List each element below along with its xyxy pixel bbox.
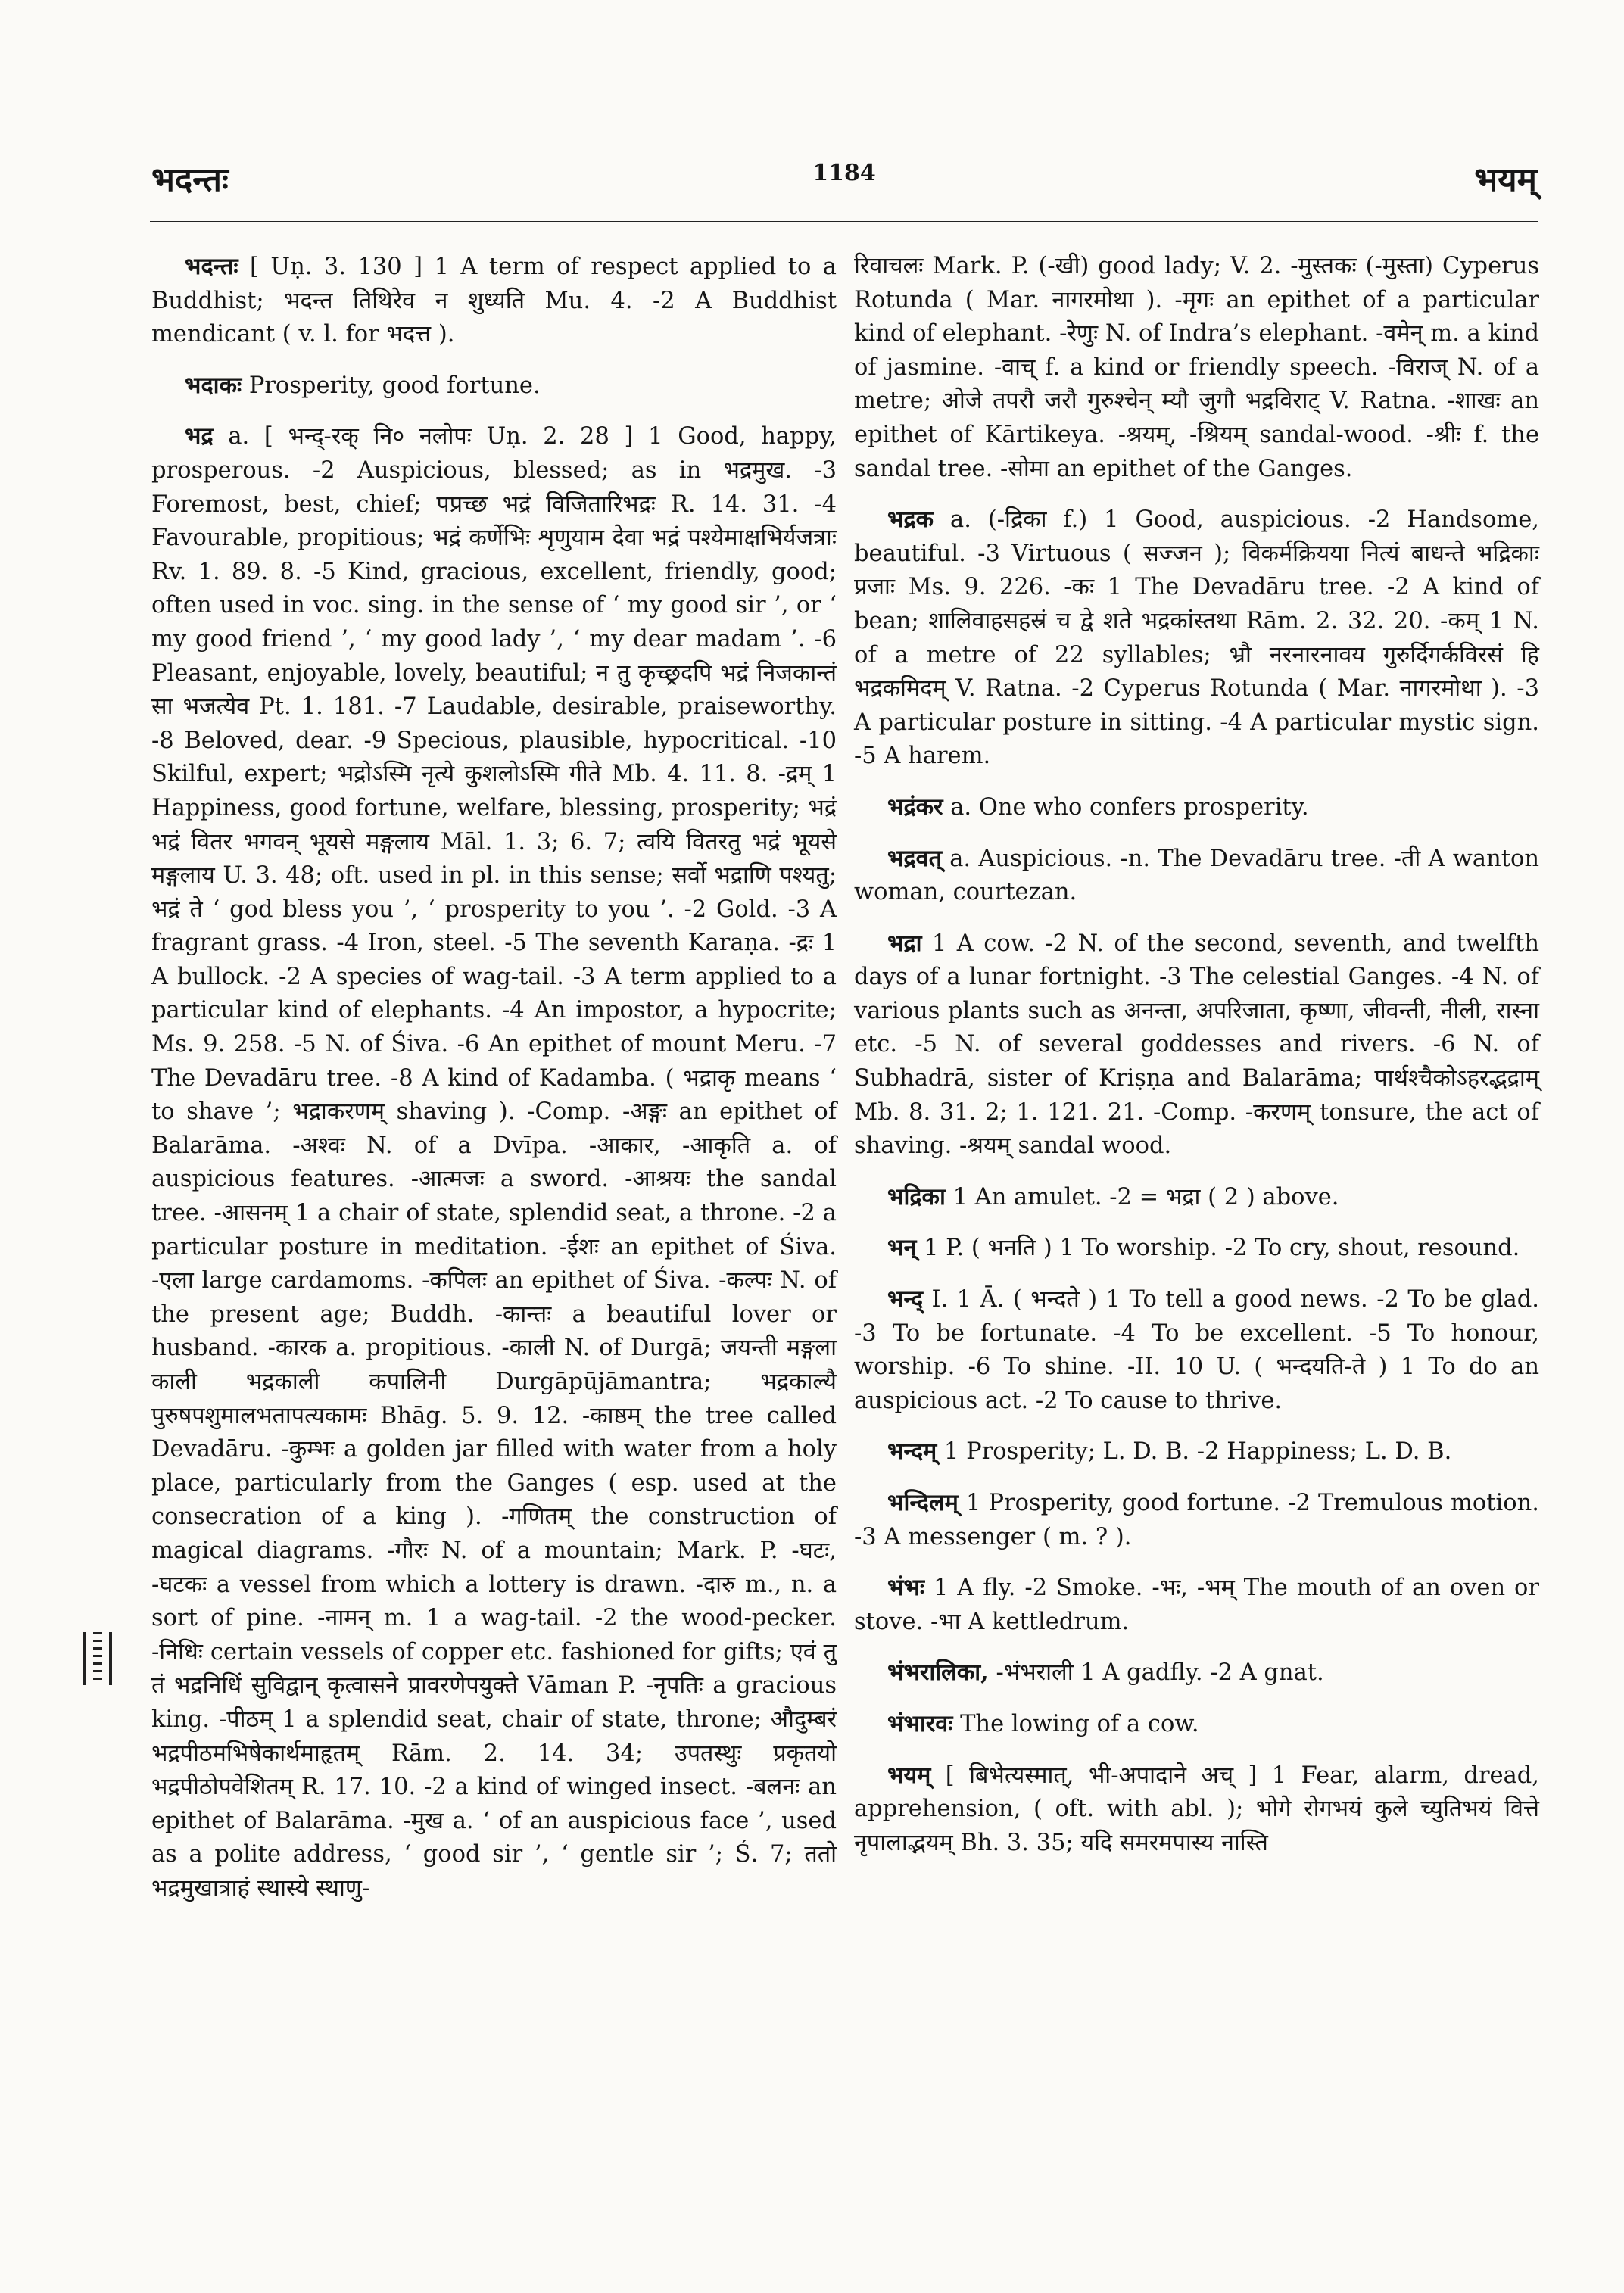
headword: भदन्तः xyxy=(185,253,238,280)
page-header xyxy=(151,155,1537,201)
headword: भद्रिका xyxy=(887,1182,946,1210)
entry-bhadramkara: भद्रंकर a. One who confers prosperity. xyxy=(887,793,1309,821)
headword: भद्रक xyxy=(887,506,934,534)
headword: भन् xyxy=(887,1234,917,1262)
entry-bhadravat: भद्रवत् a. Auspicious. -n. The Devadāru tree. -ती A wanton woman, courtezan. xyxy=(854,844,1539,906)
headword: भद्रवत् xyxy=(887,844,942,872)
entry-bhadra-continued: रिवाचलः Mark. P. (-खी) good lady; V. 2. -मुस्तकः (-मुस्ता) Cyperus Rotunda ( Mar. नागरमोथा ). -मृगः an epithet of a particular kind of elephant. -रेणुः N. of Indra’s elephant. -वमेन् m. a kind of jasmine. -वाच् f. a kind or friendly speech. -विराज् N. of a metre; ओजे तपरौ जरौ गुरुश्चेन् म्यौ जुगौ भद्रविराट् V. Ratna. -शाखः an epithet of Kārtikeya. -श्रयम्, -श्रियम् sandal-wood. -श्रीः f. the sandal tree. -सोमा an epithet of the Ganges. xyxy=(854,253,1539,482)
entry-bhandilam: भन्दिलम् 1 Prosperity, good fortune. -2 Tremulous motion. -3 A messenger ( m. ? ). xyxy=(854,1489,1539,1550)
headword: भंभः xyxy=(887,1574,925,1602)
right-running-headword: भयम् xyxy=(1474,160,1537,199)
entry-bhadrika: भद्रिका 1 An amulet. -2 = भद्रा ( 2 ) above. xyxy=(887,1182,1339,1210)
entry-bhambharavah: भंभारवः The lowing of a cow. xyxy=(887,1709,1199,1737)
entry-bhandam: भन्दम् 1 Prosperity; L. D. B. -2 Happiness; L. D. B. xyxy=(887,1438,1452,1466)
header-rule xyxy=(150,221,1538,226)
left-column xyxy=(151,250,837,1906)
headword: भद्रंकर xyxy=(887,793,943,821)
entry-bhadantah: भदन्तः [ Uṇ. 3. 130 ] 1 A term of respect applied to a Buddhist; भदन्त तिथिरेव न शुध्यति Mu. 4. -2 A Buddhist mendicant ( v. l. for भदत्त ). xyxy=(151,253,837,348)
left-running-headword: भदन्तः xyxy=(151,160,229,199)
entry-bhand: भन्द् I. 1 Ā. ( भन्दते ) 1 To tell a good news. -2 To be glad. -3 To be fortunate. -4 To be excellent. -5 To honour, worship. -6 To shine. -II. 10 U. ( भन्दयति-ते ) 1 To do an auspicious act. -2 To cause to thrive. xyxy=(854,1285,1539,1414)
headword: भन्दिलम् xyxy=(887,1489,959,1516)
right-column xyxy=(854,250,1539,1860)
entry-bhadakah: भदाकः Prosperity, good fortune. xyxy=(185,371,541,399)
headword: भन्दम् xyxy=(887,1438,937,1466)
entry-bhadraka: भद्रक a. (-द्रिका f.) 1 Good, auspicious. -2 Handsome, beautiful. -3 Virtuous ( सज्जन ); विकर्मक्रियया नित्यं बाधन्ते भद्रिकाः प्रजाः Ms. 9. 226. -कः 1 The Devadāru tree. -2 A kind of bean; शालिवाहसहस्रं च द्वे शते भद्रकांस्तथा Rām. 2. 32. 20. -कम् 1 N. of a metre of 22 syllables; भ्रौ नरनारनावय गुरुर्दिगर्कविरसं हि भद्रकमिदम् V. Ratna. -2 Cyperus Rotunda ( Mar. नागरमोथा ). -3 A particular posture in sitting. -4 A particular mystic sign. -5 A harem. xyxy=(854,506,1539,770)
headword: भन्द् xyxy=(887,1285,924,1313)
headword: भद्र xyxy=(185,422,214,450)
headword: भयम् xyxy=(887,1761,931,1789)
headword: भंभरालिका, xyxy=(887,1659,989,1687)
headword: भद्रा xyxy=(887,929,922,957)
entry-bhan: भन् 1 P. ( भनति ) 1 To worship. -2 To cry, shout, resound. xyxy=(887,1234,1520,1262)
entry-bhayam: भयम् [ बिभेत्यस्मात्, भी-अपादाने अच् ] 1 Fear, alarm, dread, apprehension, ( oft. with abl. ); भोगे रोगभयं कुले च्युतिभयं वित्ते नृपालाद्भयम् Bh. 3. 35; यदि समरमपास्य नास्ति xyxy=(854,1761,1539,1856)
headword: भदाकः xyxy=(185,371,242,399)
entry-bhadra-feminine: भद्रा 1 A cow. -2 N. of the second, seventh, and twelfth days of a lunar fortnight. -3 The celestial Ganges. -4 N. of various plants such as अनन्ता, अपरिजाता, कृष्णा, जीवन्ती, नीली, रास्ना etc. -5 N. of several goddesses and rivers. -6 N. of Subhadrā, sister of Kriṣṇa and Balarāma; पार्थश्चैकोऽहरद्भद्राम् Mb. 8. 31. 2; 1. 121. 21. -Comp. -करणम् tonsure, the act of shaving. -श्रयम् sandal wood. xyxy=(854,929,1539,1160)
entry-bhambharalika: भंभरालिका, -भंभराली 1 A gadfly. -2 A gnat. xyxy=(887,1659,1324,1687)
entry-bhambhah: भंभः 1 A fly. -2 Smoke. -भः, -भम् The mouth of an oven or stove. -भा A kettledrum. xyxy=(854,1574,1539,1635)
headword: भंभारवः xyxy=(887,1709,953,1737)
page-number: 1184 xyxy=(812,160,876,186)
entry-bhadra: भद्र a. [ भन्द्-रक् नि० नलोपः Uṇ. 2. 28 ] 1 Good, happy, prosperous. -2 Auspicious, blessed; as in भद्रमुख. -3 Foremost, best, chief; पप्रच्छ भद्रं विजितारिभद्रः R. 14. 31. -4 Favourable, propitious; भद्रं कर्णेभिः शृणुयाम देवा भद्रं पश्येमाक्षभिर्यजत्राः Rv. 1. 89. 8. -5 Kind, gracious, excellent, friendly, good; often used in voc. sing. in the sense of ‘ my good sir ’, or ‘ my good friend ’, ‘ my good lady ’, ‘ my dear madam ’. -6 Pleasant, enjoyable, lovely, beautiful; न तु कृच्छ्रदपि भद्रं निजकान्तं सा भजत्येव Pt. 1. 181. -7 Laudable, desirable, praiseworthy. -8 Beloved, dear. -9 Specious, plausible, hypocritical. -10 Skilful, expert; भद्रोऽस्मि नृत्ये कुशलोऽस्मि गीते Mb. 4. 11. 8. -द्रम् 1 Happiness, good fortune, welfare, blessing, prosperity; भद्रं भद्रं वितर भगवन् भूयसे मङ्गलाय Māl. 1. 3; 6. 7; त्वयि वितरतु भद्रं भूयसे मङ्गलाय U. 3. 48; oft. used in pl. in this sense; सर्वो भद्राणि पश्यतु; भद्रं ते ‘ god bless you ’, ‘ prosperity to you ’. -2 Gold. -3 A fragrant grass. -4 Iron, steel. -5 The seventh Karaṇa. -द्रः 1 A bullock. -2 A species of wag-tail. -3 A term applied to a particular kind of elephants. -4 An impostor, a hypocrite; Ms. 9. 258. -5 N. of Śiva. -6 An epithet of mount Meru. -7 The Devadāru tree. -8 A kind of Kadamba. ( भद्राकृ means ‘ to shave ’; भद्राकरणम् shaving ). -Comp. -अङ्गः an epithet of Balarāma. -अश्वः N. of a Dvīpa. -आकार, -आकृति a. of auspicious features. -आत्मजः a sword. -आश्रयः the sandal tree. -आसनम् 1 a chair of state, splendid seat, a throne. -2 a particular posture in meditation. -ईशः an epithet of Śiva. -एला large cardamoms. -कपिलः an epithet of Śiva. -कल्पः N. of the present age; Buddh. -कान्तः a beautiful lover or husband. -कारक a. propitious. -काली N. of Durgā; जयन्ती मङ्गला काली भद्रकाली कपालिनी Durgāpūjāmantra; भद्रकाल्यै पुरुषपशुमालभतापत्यकामः Bhāg. 5. 9. 12. -काष्ठम् the tree called Devadāru. -कुम्भः a golden jar filled with water from a holy place, particularly from the Ganges ( esp. used at the consecration of a king ). -गणितम् the construction of magical diagrams. -गौरः N. of a mountain; Mark. P. -घटः, -घटकः a vessel from which a lottery is drawn. -दारु m., n. a sort of pine. -नामन् m. 1 a wag-tail. -2 the wood-pecker. -निधिः certain vessels of copper etc. fashioned for gifts; एवं तु तं भद्रनिधिं सुविद्वान् कृत्वासने प्रावरणेपयुक्ते Vāman P. -नृपतिः a gracious king. -पीठम् 1 a splendid seat, chair of state, throne; औदुम्बरं भद्रपीठमभिषेकार्थमाहृतम् Rām. 2. 14. 34; उपतस्थुः प्रकृतयो भद्रपीठोपवेशितम् R. 17. 10. -2 a kind of winged insect. -बलनः an epithet of Balarāma. -मुख a. ‘ of an auspicious face ’, used as a polite address, ‘ good sir ’, ‘ gentle sir ’; Ś. 7; ततो भद्रमुखात्राहं स्थास्ये स्थाणु- xyxy=(151,422,837,1902)
margin-thumb-mark xyxy=(83,1632,112,1685)
